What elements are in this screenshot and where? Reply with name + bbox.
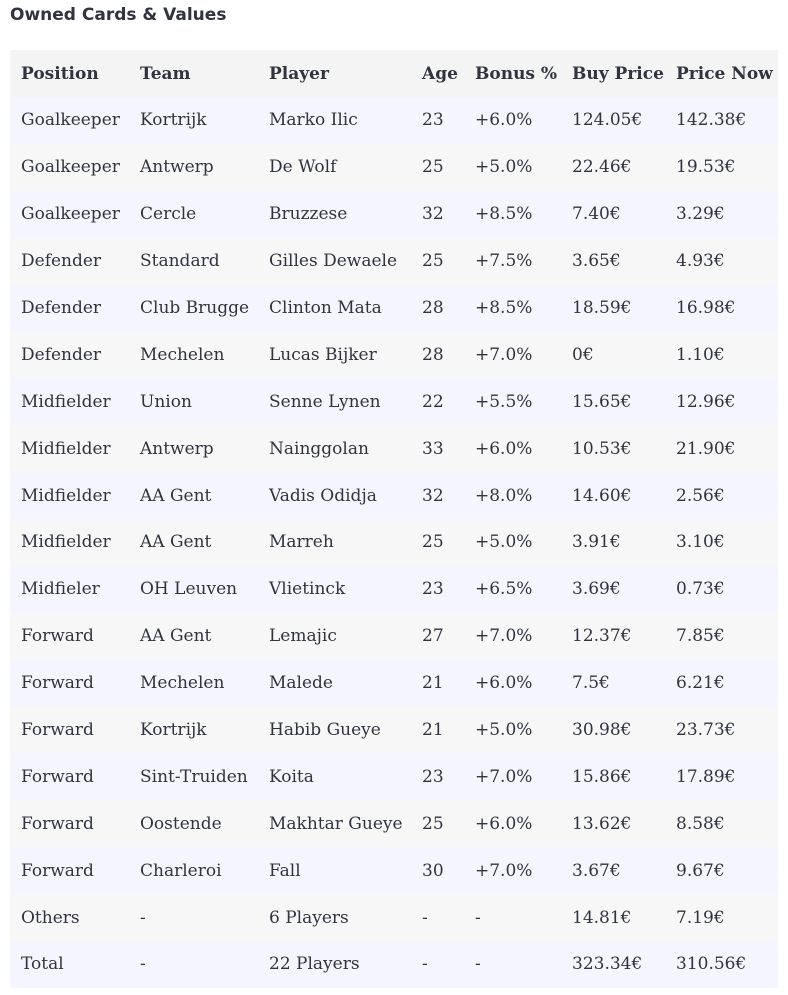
cell-buy-price: 323.34€ (572, 954, 643, 975)
table-row (10, 144, 778, 191)
cell-age: 23 (422, 579, 444, 600)
cell-bonus: +5.5% (475, 391, 533, 412)
cell-player: Marreh (269, 532, 334, 553)
cell-team: Oostende (140, 813, 222, 834)
cell-player: 6 Players (269, 907, 349, 928)
cell-price-now: 17.89€ (676, 766, 736, 787)
cell-player: Vadis Odidja (269, 485, 377, 506)
cell-team: Mechelen (140, 344, 225, 365)
cell-age: 23 (422, 110, 444, 131)
cell-buy-price: 3.67€ (572, 860, 621, 881)
cell-age: 21 (422, 673, 444, 694)
cell-bonus: +8.0% (475, 485, 533, 506)
cell-bonus: +8.5% (475, 298, 533, 318)
cell-age: 32 (422, 204, 444, 225)
cell-player: 22 Players (269, 954, 360, 975)
cell-position: Forward (21, 766, 94, 787)
table-row (10, 800, 778, 847)
cell-price-now: 1.10€ (676, 344, 725, 365)
cell-team: Union (140, 391, 192, 412)
cell-player: Habib Gueye (269, 720, 381, 741)
table-row (10, 191, 778, 238)
cell-team: OH Leuven (140, 579, 238, 600)
cell-age: 21 (422, 720, 444, 741)
cell-team: Club Brugge (140, 298, 250, 318)
cell-age: - (422, 954, 428, 975)
cell-position: Defender (21, 251, 102, 272)
cell-team: - (140, 954, 146, 975)
cell-bonus: +5.0% (475, 532, 533, 553)
cell-bonus: +6.0% (475, 110, 533, 131)
cell-position: Total (21, 954, 64, 975)
header-team: Team (140, 63, 191, 84)
cell-age: 33 (422, 438, 444, 459)
cell-bonus: +6.0% (475, 673, 533, 694)
table-row (10, 566, 778, 613)
header-position: Position (21, 63, 99, 84)
cell-team: Antwerp (140, 438, 214, 459)
cell-player: De Wolf (269, 157, 337, 178)
cell-team: Sint-Truiden (140, 766, 248, 787)
cell-age: 25 (422, 532, 444, 553)
cell-team: AA Gent (140, 626, 212, 647)
table-row (10, 660, 778, 707)
cell-price-now: 12.96€ (676, 391, 736, 412)
cell-age: 25 (422, 813, 444, 834)
cell-age: - (422, 907, 428, 928)
cell-position: Goalkeeper (21, 110, 120, 131)
header-age: Age (422, 63, 458, 84)
header-player: Player (269, 63, 329, 84)
table-row (10, 847, 778, 894)
cell-price-now: 16.98€ (676, 298, 736, 318)
cell-buy-price: 0€ (572, 344, 594, 365)
cell-bonus: +7.0% (475, 860, 533, 881)
cell-age: 25 (422, 251, 444, 272)
cell-age: 23 (422, 766, 444, 787)
cell-price-now: 8.58€ (676, 813, 725, 834)
cell-bonus: +6.5% (475, 579, 533, 600)
cell-bonus: +7.0% (475, 626, 533, 647)
cell-age: 27 (422, 626, 444, 647)
cell-price-now: 2.56€ (676, 485, 725, 506)
cell-bonus: +5.0% (475, 720, 533, 741)
cell-player: Nainggolan (269, 438, 369, 459)
cell-price-now: 142.38€ (676, 110, 747, 131)
table-row (10, 519, 778, 566)
table-row (10, 472, 778, 519)
cell-buy-price: 10.53€ (572, 438, 632, 459)
cell-price-now: 3.10€ (676, 532, 725, 553)
cell-buy-price: 12.37€ (572, 626, 632, 647)
cell-player: Gilles Dewaele (269, 251, 398, 272)
cell-position: Midfielder (21, 485, 111, 506)
cell-buy-price: 15.86€ (572, 766, 632, 787)
cell-price-now: 3.29€ (676, 204, 725, 225)
cell-bonus: - (475, 907, 481, 928)
cell-buy-price: 3.91€ (572, 532, 621, 553)
cell-price-now: 6.21€ (676, 673, 725, 694)
cell-player: Clinton Mata (269, 298, 382, 318)
cell-position: Forward (21, 626, 94, 647)
table-body (10, 97, 778, 988)
cell-position: Midfielder (21, 391, 111, 412)
cell-team: Cercle (140, 204, 197, 225)
cell-team: AA Gent (140, 485, 212, 506)
cell-price-now: 7.85€ (676, 626, 725, 647)
cell-team: AA Gent (140, 532, 212, 553)
cell-position: Others (21, 907, 80, 928)
header-bonus: Bonus % (475, 63, 558, 84)
table-row (10, 238, 778, 285)
cell-position: Forward (21, 673, 94, 694)
cell-buy-price: 14.81€ (572, 907, 632, 928)
cell-age: 28 (422, 344, 444, 365)
cell-team: Mechelen (140, 673, 225, 694)
cell-age: 30 (422, 860, 444, 881)
cell-position: Goalkeeper (21, 204, 120, 225)
cell-price-now: 310.56€ (676, 954, 747, 975)
cell-bonus: +5.0% (475, 157, 533, 178)
table-row (10, 331, 778, 378)
table-row (10, 753, 778, 800)
cell-buy-price: 7.40€ (572, 204, 621, 225)
header-buy-price: Buy Price (572, 63, 664, 84)
cell-position: Goalkeeper (21, 157, 120, 178)
cell-buy-price: 124.05€ (572, 110, 643, 131)
table-row (10, 894, 778, 941)
cell-position: Midfielder (21, 532, 111, 553)
cell-position: Forward (21, 813, 94, 834)
cell-player: Lemajic (269, 626, 337, 647)
cell-buy-price: 3.65€ (572, 251, 621, 272)
cell-bonus: +8.5% (475, 204, 533, 225)
cell-price-now: 21.90€ (676, 438, 736, 459)
cell-team: Kortrijk (140, 720, 207, 741)
cell-team: - (140, 907, 146, 928)
table-row (10, 425, 778, 472)
owned-cards-table (10, 50, 778, 988)
cell-price-now: 4.93€ (676, 251, 725, 272)
cell-bonus: +7.0% (475, 766, 533, 787)
header-price-now: Price Now (676, 63, 773, 84)
header-row (10, 50, 778, 97)
cell-player: Fall (269, 860, 301, 881)
cell-buy-price: 22.46€ (572, 157, 632, 178)
cell-age: 32 (422, 485, 444, 506)
cell-team: Charleroi (140, 860, 222, 881)
cell-price-now: 7.19€ (676, 907, 725, 928)
cell-bonus: +6.0% (475, 438, 533, 459)
cell-team: Standard (140, 251, 220, 272)
cell-position: Midfieler (21, 579, 100, 600)
cell-buy-price: 14.60€ (572, 485, 632, 506)
table-row (10, 941, 778, 988)
cell-price-now: 0.73€ (676, 579, 725, 600)
cell-player: Vlietinck (269, 579, 346, 600)
owned-cards-table-container (10, 50, 778, 988)
cell-player: Senne Lynen (269, 391, 381, 412)
cell-team: Antwerp (140, 157, 214, 178)
cell-buy-price: 7.5€ (572, 673, 610, 694)
table-row (10, 97, 778, 144)
cell-bonus: - (475, 954, 481, 975)
page-title: Owned Cards & Values (10, 5, 227, 25)
table-row (10, 285, 778, 332)
cell-team: Kortrijk (140, 110, 207, 131)
cell-bonus: +6.0% (475, 813, 533, 834)
cell-price-now: 23.73€ (676, 720, 736, 741)
cell-age: 22 (422, 391, 444, 412)
cell-price-now: 9.67€ (676, 860, 725, 881)
cell-buy-price: 3.69€ (572, 579, 621, 600)
cell-position: Forward (21, 720, 94, 741)
cell-position: Defender (21, 344, 102, 365)
cell-buy-price: 18.59€ (572, 298, 632, 318)
cell-player: Lucas Bijker (269, 344, 377, 365)
cell-player: Bruzzese (269, 204, 348, 225)
cell-bonus: +7.0% (475, 344, 533, 365)
cell-buy-price: 15.65€ (572, 391, 632, 412)
cell-position: Defender (21, 298, 102, 318)
cell-buy-price: 13.62€ (572, 813, 632, 834)
cell-player: Makhtar Gueye (269, 813, 403, 834)
table-header (10, 50, 778, 97)
cell-price-now: 19.53€ (676, 157, 736, 178)
cell-age: 25 (422, 157, 444, 178)
table-row (10, 378, 778, 425)
cell-buy-price: 30.98€ (572, 720, 632, 741)
cell-age: 28 (422, 298, 444, 318)
table-row (10, 613, 778, 660)
cell-position: Midfielder (21, 438, 111, 459)
cell-player: Koita (269, 766, 314, 787)
cell-player: Malede (269, 673, 333, 694)
cell-position: Forward (21, 860, 94, 881)
cell-bonus: +7.5% (475, 251, 533, 272)
table-row (10, 707, 778, 754)
cell-player: Marko Ilic (269, 110, 358, 131)
